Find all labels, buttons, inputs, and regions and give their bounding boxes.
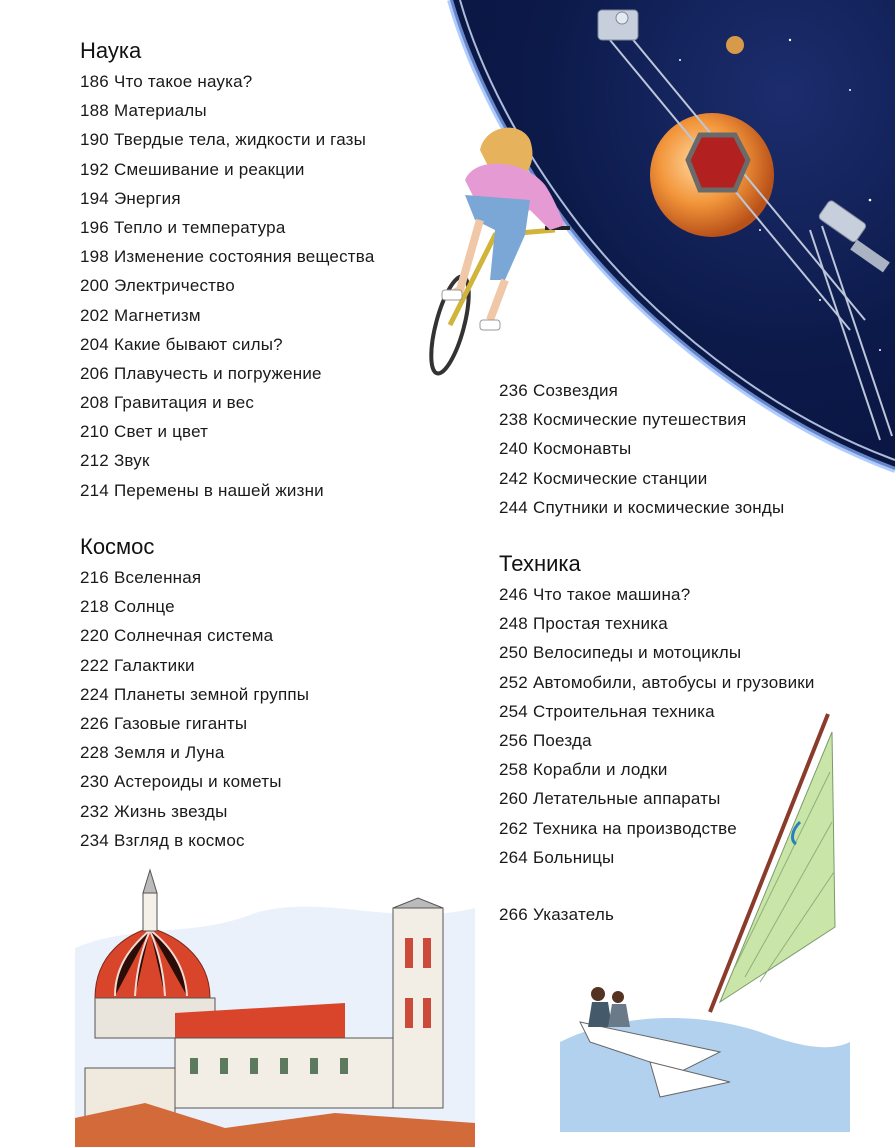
toc-item[interactable] <box>80 709 309 738</box>
toc-label: Электричество <box>113 276 235 296</box>
toc-label: Магнетизм <box>113 305 201 325</box>
toc-item[interactable] <box>499 726 815 755</box>
toc-label: Какие бывают силы? <box>113 334 283 354</box>
toc-item[interactable] <box>80 184 374 213</box>
toc-page-number: 194 <box>80 188 109 208</box>
toc-page-number: 254 <box>499 701 528 721</box>
section-title-nauka: Наука <box>80 38 142 63</box>
toc-label: Твердые тела, жидкости и газы <box>113 130 367 150</box>
toc-label: Жизнь звезды <box>113 801 228 821</box>
toc-item[interactable] <box>80 359 374 388</box>
toc-page-number: 186 <box>80 72 109 91</box>
toc-page-number: 236 <box>499 381 528 400</box>
toc-label: Что такое наука? <box>113 72 253 91</box>
toc-page-number: 244 <box>499 497 528 517</box>
toc-page-number: 238 <box>499 410 528 430</box>
toc-page-number: 232 <box>80 801 109 821</box>
toc-item[interactable] <box>499 697 815 726</box>
toc-item[interactable] <box>80 476 374 505</box>
toc-label: Больницы <box>532 847 615 867</box>
toc-page-number: 250 <box>499 643 528 663</box>
section-title-tekhnika: Техника <box>499 551 581 576</box>
toc-page-number: 214 <box>80 480 109 500</box>
toc-page-number: 228 <box>80 743 109 763</box>
toc-item[interactable] <box>80 592 309 621</box>
toc-item[interactable] <box>80 213 374 242</box>
toc-item[interactable] <box>80 96 374 125</box>
toc-item[interactable] <box>499 755 815 784</box>
toc-item[interactable] <box>80 738 309 767</box>
toc-item[interactable] <box>80 417 374 446</box>
toc-item[interactable] <box>80 330 374 359</box>
index-entry[interactable] <box>499 900 614 929</box>
toc-label: Свет и цвет <box>113 422 209 442</box>
girl-on-bicycle-illustration <box>420 120 580 380</box>
toc-page-number: 200 <box>80 276 109 296</box>
toc-item[interactable] <box>80 388 374 417</box>
toc-item[interactable] <box>80 271 374 300</box>
toc-page-number: 198 <box>80 247 109 267</box>
toc-item[interactable] <box>499 434 784 463</box>
toc-label: Взгляд в космос <box>113 830 245 850</box>
toc-page-number: 230 <box>80 772 109 792</box>
toc-label: Тепло и температура <box>113 217 286 237</box>
toc-item[interactable] <box>499 609 815 638</box>
toc-label: Созвездия <box>532 381 619 400</box>
toc-item[interactable] <box>80 826 309 855</box>
toc-item[interactable] <box>80 446 374 475</box>
toc-page-number: 212 <box>80 451 109 471</box>
toc-page-number: 224 <box>80 684 109 704</box>
toc-list-tekhnika <box>499 580 815 872</box>
toc-label: Энергия <box>113 188 181 208</box>
toc-page-number: 196 <box>80 217 109 237</box>
toc-label: Космонавты <box>532 439 632 459</box>
toc-label: Что такое машина? <box>532 585 691 604</box>
toc-item[interactable] <box>499 464 784 493</box>
toc-label: Велосипеды и мотоциклы <box>532 643 742 663</box>
toc-label: Плавучесть и погружение <box>113 363 322 383</box>
toc-page-number: 256 <box>499 730 528 750</box>
toc-item[interactable] <box>499 814 815 843</box>
toc-label: Вселенная <box>113 568 202 587</box>
toc-label: Изменение состояния вещества <box>113 247 375 267</box>
toc-label: Летательные аппараты <box>532 789 721 809</box>
toc-label: Перемены в нашей жизни <box>113 480 324 500</box>
toc-item[interactable] <box>80 301 374 330</box>
toc-page-number: 226 <box>80 713 109 733</box>
toc-page-number: 240 <box>499 439 528 459</box>
toc-label: Строительная техника <box>532 701 715 721</box>
toc-label: Астероиды и кометы <box>113 772 282 792</box>
toc-item[interactable] <box>499 493 784 522</box>
toc-page-number: 234 <box>80 830 109 850</box>
toc-page-number: 260 <box>499 789 528 809</box>
toc-page-number: 248 <box>499 614 528 634</box>
toc-page-number: 246 <box>499 585 528 604</box>
toc-item[interactable] <box>80 125 374 154</box>
toc-page-number: 210 <box>80 422 109 442</box>
toc-page-number: 202 <box>80 305 109 325</box>
toc-label: Земля и Луна <box>113 743 225 763</box>
toc-label: Смешивание и реакции <box>113 159 305 179</box>
toc-label: Звук <box>113 451 150 471</box>
toc-page-number: 204 <box>80 334 109 354</box>
toc-page-number: 220 <box>80 626 109 646</box>
toc-item[interactable] <box>499 376 784 405</box>
toc-page-number: 190 <box>80 130 109 150</box>
toc-label: Космические путешествия <box>532 410 747 430</box>
toc-list-kosmos <box>80 563 309 855</box>
toc-list-index <box>499 900 614 929</box>
toc-label: Гравитация и вес <box>113 393 255 413</box>
toc-label: Солнечная система <box>113 626 274 646</box>
toc-item[interactable] <box>80 621 309 650</box>
toc-label: Галактики <box>113 655 195 675</box>
toc-item[interactable] <box>80 242 374 271</box>
toc-label: Корабли и лодки <box>532 760 668 780</box>
toc-page-number: 242 <box>499 468 528 488</box>
toc-page-number: 222 <box>80 655 109 675</box>
toc-item[interactable] <box>80 767 309 796</box>
toc-item[interactable] <box>499 843 815 872</box>
toc-page-number: 188 <box>80 101 109 121</box>
toc-item[interactable] <box>80 563 309 592</box>
toc-item[interactable] <box>80 155 374 184</box>
toc-page-number: 252 <box>499 672 528 692</box>
toc-page-number: 258 <box>499 760 528 780</box>
toc-label: Техника на производстве <box>532 818 737 838</box>
toc-page-number: 206 <box>80 363 109 383</box>
toc-page-number: 266 <box>499 905 528 924</box>
toc-page-number: 216 <box>80 568 109 587</box>
toc-item[interactable] <box>499 405 784 434</box>
toc-label: Газовые гиганты <box>113 713 248 733</box>
section-title-kosmos: Космос <box>80 534 155 559</box>
toc-item[interactable] <box>80 680 309 709</box>
toc-label: Указатель <box>532 905 615 924</box>
toc-item[interactable] <box>80 67 374 96</box>
toc-page-number: 192 <box>80 159 109 179</box>
toc-label: Солнце <box>113 597 175 617</box>
toc-list-nauka <box>80 67 374 505</box>
toc-label: Поезда <box>532 730 592 750</box>
toc-page-number: 218 <box>80 597 109 617</box>
toc-label: Спутники и космические зонды <box>532 497 785 517</box>
cathedral-illustration <box>75 868 475 1147</box>
toc-label: Простая техника <box>532 614 668 634</box>
toc-item[interactable] <box>499 784 815 813</box>
toc-item[interactable] <box>80 797 309 826</box>
toc-list-kosmos-continued <box>499 376 784 522</box>
toc-item[interactable] <box>80 651 309 680</box>
toc-page-number: 264 <box>499 847 528 867</box>
toc-item[interactable] <box>499 580 815 609</box>
toc-label: Планеты земной группы <box>113 684 310 704</box>
toc-label: Космические станции <box>532 468 708 488</box>
toc-item[interactable] <box>499 638 815 667</box>
toc-label: Автомобили, автобусы и грузовики <box>532 672 815 692</box>
toc-item[interactable] <box>499 668 815 697</box>
toc-page-number: 262 <box>499 818 528 838</box>
toc-label: Материалы <box>113 101 207 121</box>
toc-page-number: 208 <box>80 393 109 413</box>
